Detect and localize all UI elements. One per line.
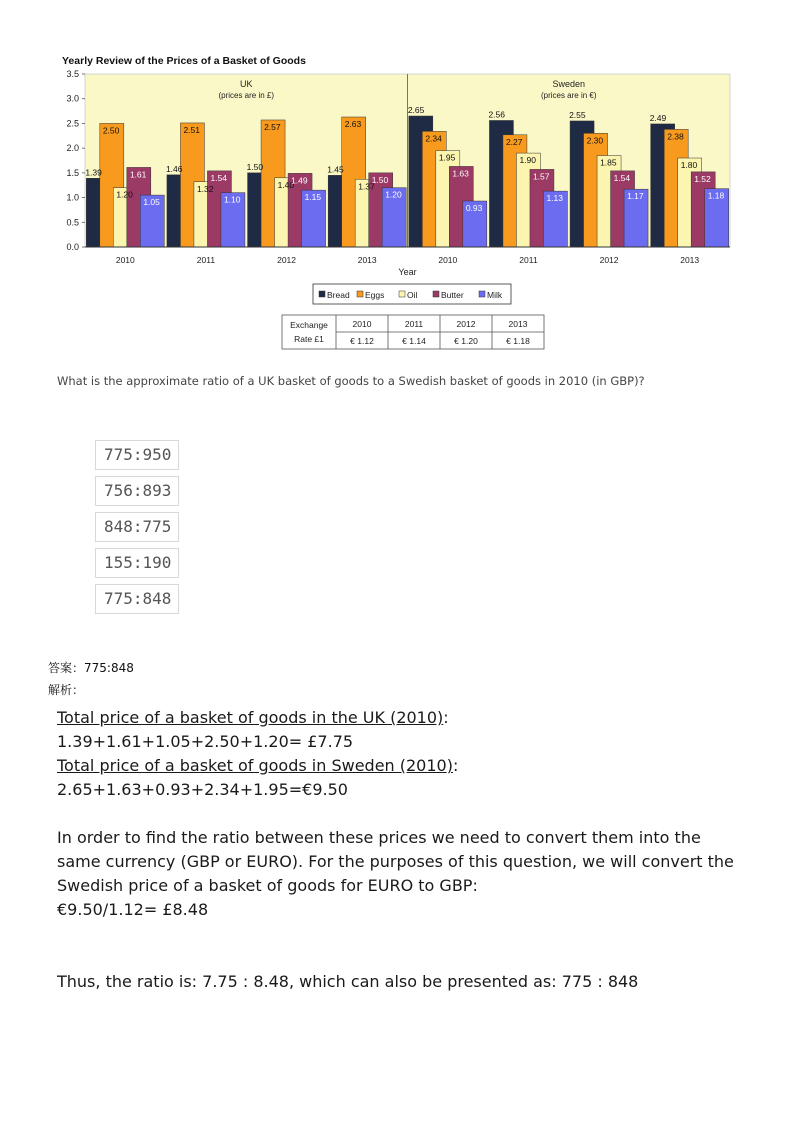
bar-chart — [55, 52, 735, 362]
data-label: 2.51 — [183, 124, 200, 135]
legend-swatch — [357, 291, 363, 297]
x-tick-label: 2013 — [680, 255, 700, 265]
data-label: 2.56 — [488, 109, 505, 120]
y-tick-label: 3.5 — [66, 69, 79, 79]
data-label: 1.85 — [600, 157, 617, 168]
data-label: 1.40 — [277, 179, 295, 190]
x-tick-label: 2012 — [599, 255, 619, 265]
legend-swatch — [399, 291, 405, 297]
analysis-label: 解析： — [48, 683, 85, 697]
option-3[interactable]: 848:775 — [95, 512, 179, 542]
data-label: 1.95 — [438, 152, 456, 163]
data-label: 1.15 — [304, 192, 322, 203]
data-label: 1.18 — [707, 190, 725, 201]
data-label: 2.38 — [667, 131, 684, 142]
data-label: 1.05 — [143, 197, 160, 208]
question-text: What is the approximate ratio of a UK basket of goods to a Swedish basket of goods in 2010 (in GBP)? — [57, 374, 645, 388]
x-tick-label: 2011 — [519, 255, 538, 265]
table-rate: € 1.20 — [454, 336, 478, 346]
x-axis-label: Year — [398, 267, 417, 277]
legend-swatch — [319, 291, 325, 297]
data-label: 1.61 — [129, 169, 147, 180]
uk-heading: Total price of a basket of goods in the UK (2010) — [57, 708, 444, 727]
panel-note: (prices are in £) — [218, 91, 275, 100]
table-year: 2012 — [456, 319, 476, 329]
option-2[interactable]: 756:893 — [95, 476, 179, 506]
x-tick-label: 2010 — [438, 255, 458, 265]
data-label: 1.49 — [291, 175, 308, 186]
data-label: 2.57 — [264, 121, 281, 132]
legend-label: Bread — [327, 290, 350, 300]
table-year: 2010 — [352, 319, 372, 329]
data-label: 2.55 — [569, 109, 586, 120]
data-label: 1.52 — [694, 173, 711, 184]
se-heading: Total price of a basket of goods in Sweden (2010) — [57, 756, 453, 775]
data-label: 1.50 — [246, 161, 264, 172]
table-rate: € 1.12 — [350, 336, 374, 346]
data-label: 2.27 — [505, 136, 523, 147]
se-sum: 2.65+1.63+0.93+2.34+1.95=€9.50 — [57, 780, 348, 799]
data-label: 1.20 — [385, 189, 402, 200]
data-label: 1.63 — [452, 168, 469, 179]
panel-note: (prices are in €) — [540, 91, 597, 100]
data-label: 2.50 — [102, 125, 120, 136]
chart-title: Yearly Review of the Prices of a Basket of Goods — [62, 55, 306, 67]
table-rate: € 1.18 — [506, 336, 530, 346]
y-tick-label: 2.0 — [66, 143, 79, 154]
table-year: 2011 — [404, 319, 424, 329]
explanation-paragraph: In order to find the ratio between these prices we need to convert them into the same currency (GBP or EURO). For the purposes of this question, we will convert the Swedish price of a basket of goods for EURO to GBP: — [57, 828, 734, 895]
data-label: 2.65 — [407, 105, 425, 116]
data-label: 1.39 — [85, 167, 102, 178]
table-header-label: Rate £1 — [294, 334, 324, 344]
y-tick-label: 0.0 — [66, 242, 79, 252]
data-label: 1.57 — [532, 171, 550, 182]
x-tick-label: 2013 — [357, 255, 377, 265]
data-label: 1.37 — [358, 181, 375, 192]
data-label: 1.54 — [210, 172, 227, 183]
data-label: 1.46 — [165, 163, 183, 174]
legend-label: Oil — [407, 290, 418, 300]
data-label: 2.30 — [586, 135, 604, 146]
legend-label: Eggs — [365, 290, 385, 300]
option-4[interactable]: 155:190 — [95, 548, 179, 578]
data-label: 1.80 — [680, 160, 698, 171]
legend-swatch — [479, 291, 485, 297]
data-label: 1.50 — [371, 174, 389, 185]
option-5[interactable]: 775:848 — [95, 584, 179, 614]
conclusion-line: Thus, the ratio is: 7.75 : 8.48, which can also be presented as: 775 : 848 — [57, 972, 639, 991]
panel-title: UK — [239, 79, 253, 89]
data-label: 1.32 — [196, 183, 214, 194]
table-header-label: Exchange — [290, 320, 328, 330]
y-tick-label: 2.5 — [66, 118, 79, 129]
data-label: 1.10 — [223, 194, 241, 205]
legend-swatch — [433, 291, 439, 297]
y-tick-label: 1.0 — [66, 192, 79, 203]
y-tick-label: 0.5 — [66, 217, 79, 228]
explanation: Total price of a basket of goods in the UK (2010): 1.39+1.61+1.05+2.50+1.20= £7.75 Total price of a basket of goods in Sweden (2010): 2.65+1.63+0.93+2.34+1.95=€9.50 In order to find the ratio between these prices we need to convert them into the same currency (GBP or EURO). For the purposes of this question, we will convert the Swedish price of a basket of goods for EURO to GBP: €9.50/1.12= £8.48 Thus, the ratio is: 7.75 : 8.48, which can also be presented as: 775 : 848 — [57, 706, 747, 994]
data-label: 0.93 — [465, 203, 483, 214]
panel-title: Sweden — [552, 79, 586, 89]
uk-sum: 1.39+1.61+1.05+2.50+1.20= £7.75 — [57, 732, 354, 751]
data-label: 1.13 — [546, 193, 563, 204]
data-label: 2.63 — [344, 119, 362, 130]
table-year: 2013 — [508, 319, 528, 329]
option-1[interactable]: 775:950 — [95, 440, 179, 470]
chart-figure — [55, 52, 735, 362]
x-tick-label: 2012 — [277, 255, 297, 265]
data-label: 1.17 — [627, 191, 644, 202]
y-tick-label: 3.0 — [66, 93, 79, 104]
answer-options — [95, 440, 179, 620]
data-label: 2.49 — [649, 112, 667, 123]
legend-label: Butter — [441, 290, 464, 300]
data-label: 1.90 — [519, 155, 536, 166]
table-rate: € 1.14 — [402, 336, 426, 346]
data-label: 2.34 — [425, 133, 442, 144]
answer-line: 答案：775:848 — [48, 661, 134, 675]
data-label: 1.54 — [613, 172, 631, 183]
data-label: 1.20 — [116, 189, 133, 200]
x-tick-label: 2010 — [115, 255, 135, 265]
x-tick-label: 2011 — [196, 255, 216, 265]
data-label: 1.45 — [327, 164, 344, 175]
y-tick-label: 1.5 — [66, 167, 79, 178]
conversion-line: €9.50/1.12= £8.48 — [57, 900, 209, 919]
legend-label: Milk — [487, 290, 503, 300]
